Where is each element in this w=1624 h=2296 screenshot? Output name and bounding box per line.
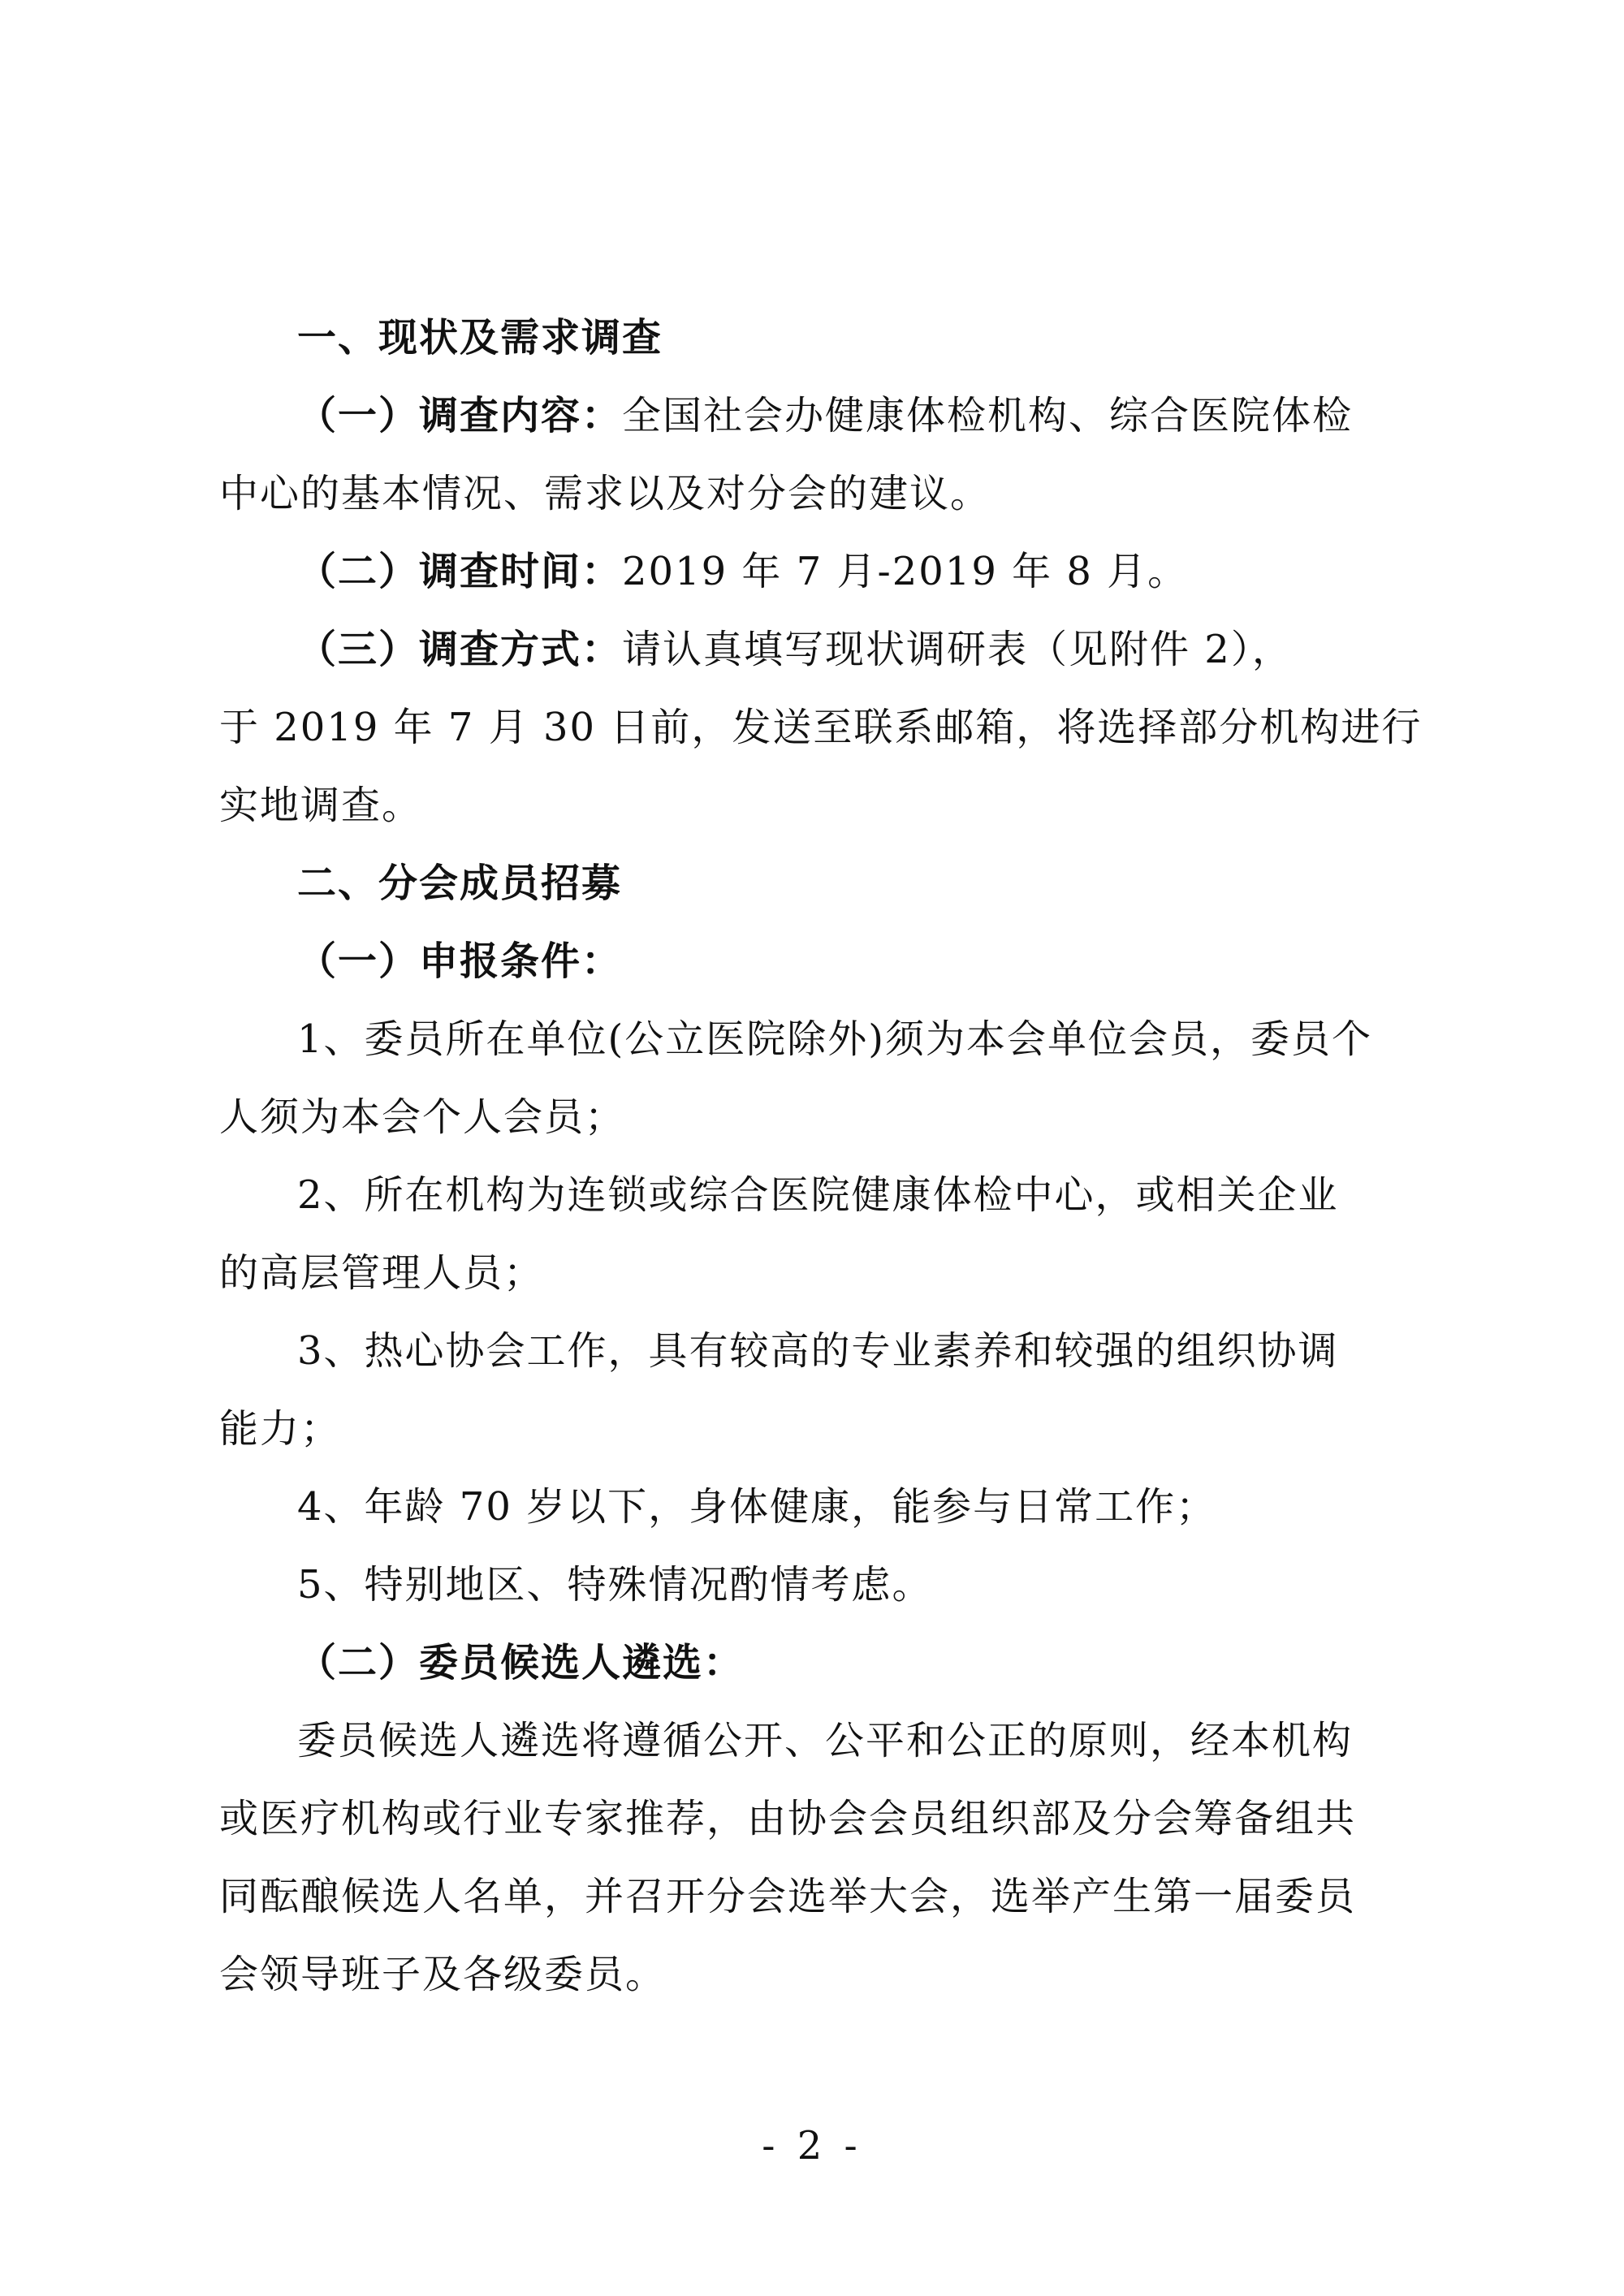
page-number: - 2 - xyxy=(762,2123,862,2169)
condition-item-4: 4、年龄 70 岁以下，身体健康，能参与日常工作； xyxy=(297,1484,1217,1530)
condition-item-1: 1、委员所在单位(公立医院除外)须为本会单位会员，委员个 人须为本会个人会员； xyxy=(219,1016,1372,1140)
survey-time-text: 2019 年 7 月-2019 年 8 月。 xyxy=(622,549,1189,594)
selection-title: （二）委员候选人遴选： xyxy=(297,1640,745,1685)
survey-method-paragraph xyxy=(219,611,1423,844)
survey-method-line-3: 实地调查。 xyxy=(219,783,423,828)
section-1-title: 一、现状及需求调查 xyxy=(297,315,663,360)
selection-paragraph: 委员候选人遴选将遵循公开、公平和公正的原则，经本机构 或医疗机构或行业专家推荐，由协会会员组织部及分会筹备组共 同酝酿候选人名单，并召开分会选举大会，选举产生第一届委员 会领导班子及各级委员。 xyxy=(219,1718,1357,1997)
survey-method-text: 请认真填写现状调研表（见附件 2）， xyxy=(622,627,1293,672)
section-2-title: 二、分会成员招募 xyxy=(297,861,623,906)
survey-time-label: （二）调查时间： xyxy=(297,549,623,594)
conditions-title: （一）申报条件： xyxy=(297,939,623,984)
survey-content-paragraph xyxy=(219,377,1405,533)
condition-item-2: 2、所在机构为连锁或综合医院健康体检中心，或相关企业 的高层管理人员； xyxy=(219,1172,1339,1296)
survey-method-line-2: 于 2019 年 7 月 30 日前，发送至联系邮箱，将选择部分机构进行 xyxy=(219,705,1423,750)
survey-method-label: （三）调查方式： xyxy=(297,627,623,672)
condition-item-3: 3、热心协会工作，具有较高的专业素养和较强的组织协调 能力； xyxy=(219,1328,1339,1452)
survey-content-text: 全国社会办健康体检机构、综合医院体检 xyxy=(622,393,1354,438)
survey-content-line-2: 中心的基本情况、需求以及对分会的建议。 xyxy=(219,471,991,516)
condition-item-5: 5、特别地区、特殊情况酌情考虑。 xyxy=(297,1562,933,1608)
survey-time-paragraph xyxy=(219,533,1483,611)
survey-content-label: （一）调查内容： xyxy=(297,393,623,438)
